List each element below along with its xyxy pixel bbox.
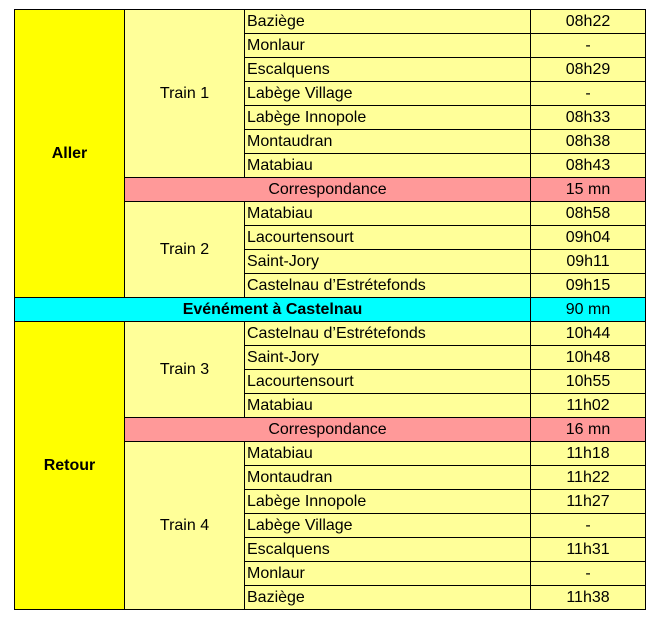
station-name: Saint-Jory — [245, 250, 531, 274]
event-row — [15, 298, 646, 322]
departure-time: 11h02 — [531, 394, 646, 418]
departure-time: 11h18 — [531, 442, 646, 466]
table-row — [15, 10, 646, 34]
departure-time: 08h43 — [531, 154, 646, 178]
station-name: Monlaur — [245, 562, 531, 586]
station-name: Montaudran — [245, 466, 531, 490]
correspondance-duration: 16 mn — [531, 418, 646, 442]
station-name: Castelnau d’Estrétefonds — [245, 274, 531, 298]
departure-time: 11h31 — [531, 538, 646, 562]
departure-time: - — [531, 514, 646, 538]
departure-time: - — [531, 82, 646, 106]
correspondance-label: Correspondance — [125, 418, 531, 442]
departure-time: 08h33 — [531, 106, 646, 130]
station-name: Matabiau — [245, 154, 531, 178]
station-name: Baziège — [245, 586, 531, 610]
station-name: Labège Village — [245, 82, 531, 106]
station-name: Lacourtensourt — [245, 370, 531, 394]
station-name: Labège Innopole — [245, 106, 531, 130]
station-name: Escalquens — [245, 58, 531, 82]
departure-time: 10h44 — [531, 322, 646, 346]
departure-time: - — [531, 562, 646, 586]
station-name: Escalquens — [245, 538, 531, 562]
station-name: Monlaur — [245, 34, 531, 58]
station-name: Baziège — [245, 10, 531, 34]
table-row — [15, 322, 646, 346]
station-name: Matabiau — [245, 394, 531, 418]
departure-time: - — [531, 34, 646, 58]
departure-time: 08h22 — [531, 10, 646, 34]
station-name: Matabiau — [245, 442, 531, 466]
station-name: Montaudran — [245, 130, 531, 154]
correspondance-duration: 15 mn — [531, 178, 646, 202]
station-name: Lacourtensourt — [245, 226, 531, 250]
correspondance-label: Correspondance — [125, 178, 531, 202]
train-4-label: Train 4 — [125, 442, 245, 610]
departure-time: 11h38 — [531, 586, 646, 610]
departure-time: 08h29 — [531, 58, 646, 82]
train-2-label: Train 2 — [125, 202, 245, 298]
direction-aller: Aller — [15, 10, 125, 298]
train-3-label: Train 3 — [125, 322, 245, 418]
departure-time: 09h15 — [531, 274, 646, 298]
departure-time: 09h04 — [531, 226, 646, 250]
direction-retour: Retour — [15, 322, 125, 610]
departure-time: 09h11 — [531, 250, 646, 274]
station-name: Saint-Jory — [245, 346, 531, 370]
timetable — [14, 9, 646, 610]
departure-time: 08h38 — [531, 130, 646, 154]
departure-time: 11h22 — [531, 466, 646, 490]
departure-time: 11h27 — [531, 490, 646, 514]
departure-time: 10h48 — [531, 346, 646, 370]
station-name: Castelnau d’Estrétefonds — [245, 322, 531, 346]
event-duration: 90 mn — [531, 298, 646, 322]
station-name: Labège Innopole — [245, 490, 531, 514]
station-name: Labège Village — [245, 514, 531, 538]
departure-time: 08h58 — [531, 202, 646, 226]
event-label: Evénément à Castelnau — [15, 298, 531, 322]
station-name: Matabiau — [245, 202, 531, 226]
departure-time: 10h55 — [531, 370, 646, 394]
train-1-label: Train 1 — [125, 10, 245, 178]
